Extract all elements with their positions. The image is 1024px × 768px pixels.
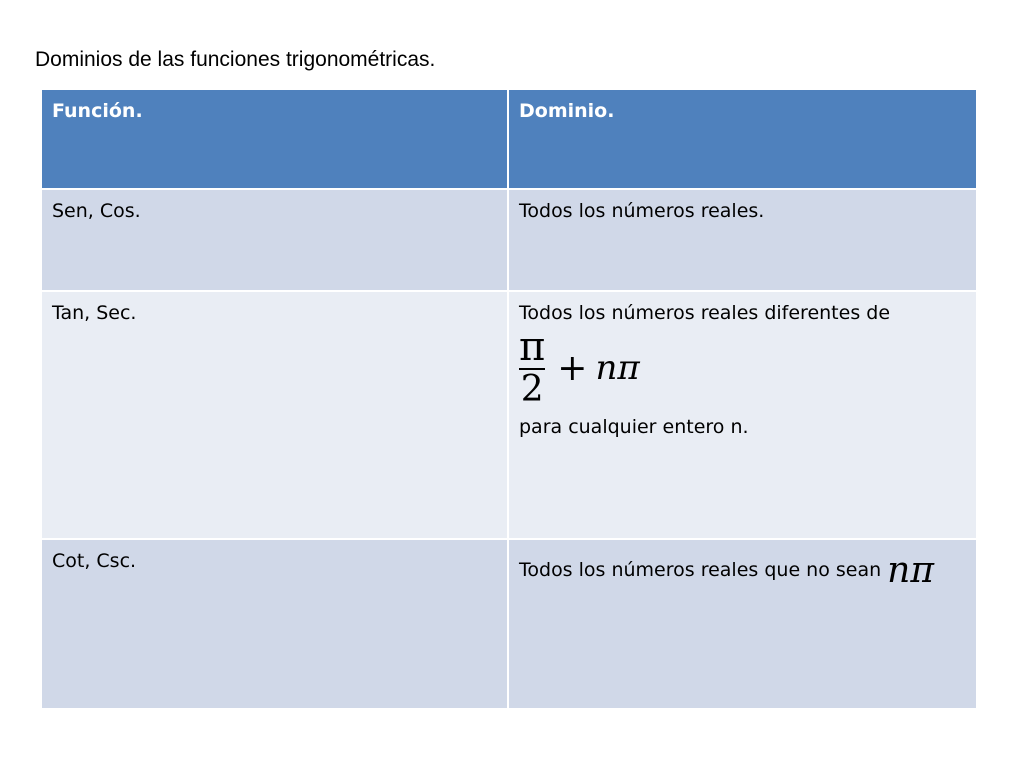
n-pi-term: nπ	[595, 348, 640, 388]
fraction	[519, 324, 546, 410]
cell-domain: Todos los números reales.	[508, 189, 977, 291]
n-pi-term: nπ	[887, 550, 935, 591]
table-header-row	[41, 89, 977, 189]
page-title: Dominios de las funciones trigonométricas.	[35, 48, 436, 71]
header-function: Función.	[41, 89, 508, 189]
table-row	[41, 291, 977, 539]
domain-text-after: para cualquier entero n.	[519, 416, 749, 438]
formula-pi-half-plus-npi	[519, 324, 966, 410]
cell-domain	[508, 539, 977, 709]
table-row	[41, 189, 977, 291]
cell-domain	[508, 291, 977, 539]
cell-function: Tan, Sec.	[41, 291, 508, 539]
domain-text: Todos los números reales que no sean	[519, 559, 882, 581]
cell-function: Cot, Csc.	[41, 539, 508, 709]
fraction-numerator: π	[519, 324, 546, 370]
domains-table	[40, 88, 978, 710]
table-row	[41, 539, 977, 709]
domain-text: Todos los números reales diferentes de	[519, 302, 891, 324]
plus-operator: +	[557, 347, 588, 389]
fraction-denominator: 2	[520, 369, 544, 410]
header-domain: Dominio.	[508, 89, 977, 189]
cell-function: Sen, Cos.	[41, 189, 508, 291]
